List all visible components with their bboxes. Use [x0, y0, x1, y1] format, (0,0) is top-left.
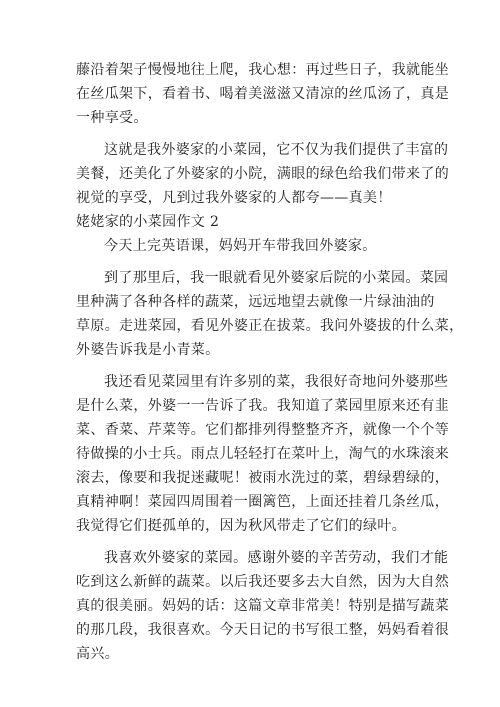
paragraph-gap [76, 258, 426, 266]
document-body [76, 58, 464, 666]
text-line: 吃到这么新鲜的蔬菜。以后我还要多去大自然，因为大自然 [76, 574, 450, 590]
text-line: 里种满了各种各样的蔬菜，远远地望去就像一片绿油油的 [76, 294, 435, 310]
paragraph [76, 546, 450, 666]
text-line: 一种享受。 [76, 110, 148, 126]
section-heading: 姥姥家的小菜园作文 2 [76, 214, 220, 230]
paragraph-continuation [76, 58, 450, 130]
text-line: 在丝瓜架下，看着书、喝着美滋滋又清凉的丝瓜汤了，真是 [76, 86, 450, 102]
text-line: 高兴。 [76, 646, 120, 662]
paragraph [76, 138, 450, 210]
paragraph [76, 234, 426, 258]
text-line: 滚去，像要和我捉迷藏呢！被雨水洗过的菜，碧绿碧绿的， [76, 470, 450, 486]
text-line: 真的很美丽。妈妈的话：这篇文章非常美！特别是描写蔬菜 [76, 598, 450, 614]
text-line: 我觉得它们挺孤单的，因为秋风带走了它们的绿叶。 [76, 518, 407, 534]
text-line: 待做操的小士兵。雨点儿轻轻打在菜叶上，淘气的水珠滚来 [76, 446, 450, 462]
paragraph-gap [76, 362, 426, 370]
text-line: 藤沿着架子慢慢地往上爬，我心想：再过些日子，我就能坐 [76, 62, 450, 78]
paragraph [76, 266, 464, 362]
text-line: 是什么菜，外婆一一告诉了我。我知道了菜园里原来还有韭 [76, 398, 450, 414]
text-line: 我喜欢外婆家的菜园。感谢外婆的辛苦劳动，我们才能 [104, 550, 449, 566]
text-line: 外婆告诉我是小青菜。 [76, 342, 220, 358]
text-line: 今天上完英语课，妈妈开车带我回外婆家。 [104, 238, 377, 254]
paragraph-gap [76, 538, 426, 546]
text-line: 草原。走进菜园，看见外婆正在拔菜。我问外婆拔的什么菜， [76, 318, 464, 334]
text-line: 视觉的享受，凡到过我外婆家的人都夸——真美！ [76, 190, 392, 206]
paragraph-gap [76, 130, 426, 138]
paragraph [76, 370, 450, 538]
text-line: 到了那里后，我一眼就看见外婆家后院的小菜园。菜园 [104, 270, 449, 286]
text-line: 真精神啊！菜园四周围着一圈篱笆，上面还挂着几条丝瓜， [76, 494, 450, 510]
text-line: 这就是我外婆家的小菜园，它不仅为我们提供了丰富的 [104, 142, 449, 158]
text-line: 的那几段，我很喜欢。今天日记的书写很工整，妈妈看着很 [76, 622, 450, 638]
text-line: 美餐，还美化了外婆家的小院，满眼的绿色给我们带来了的 [76, 166, 450, 182]
text-line: 我还看见菜园里有许多别的菜，我很好奇地问外婆那些 [104, 374, 449, 390]
text-line: 菜、香菜、芹菜等。它们都排列得整整齐齐，就像一个个等 [76, 422, 450, 438]
